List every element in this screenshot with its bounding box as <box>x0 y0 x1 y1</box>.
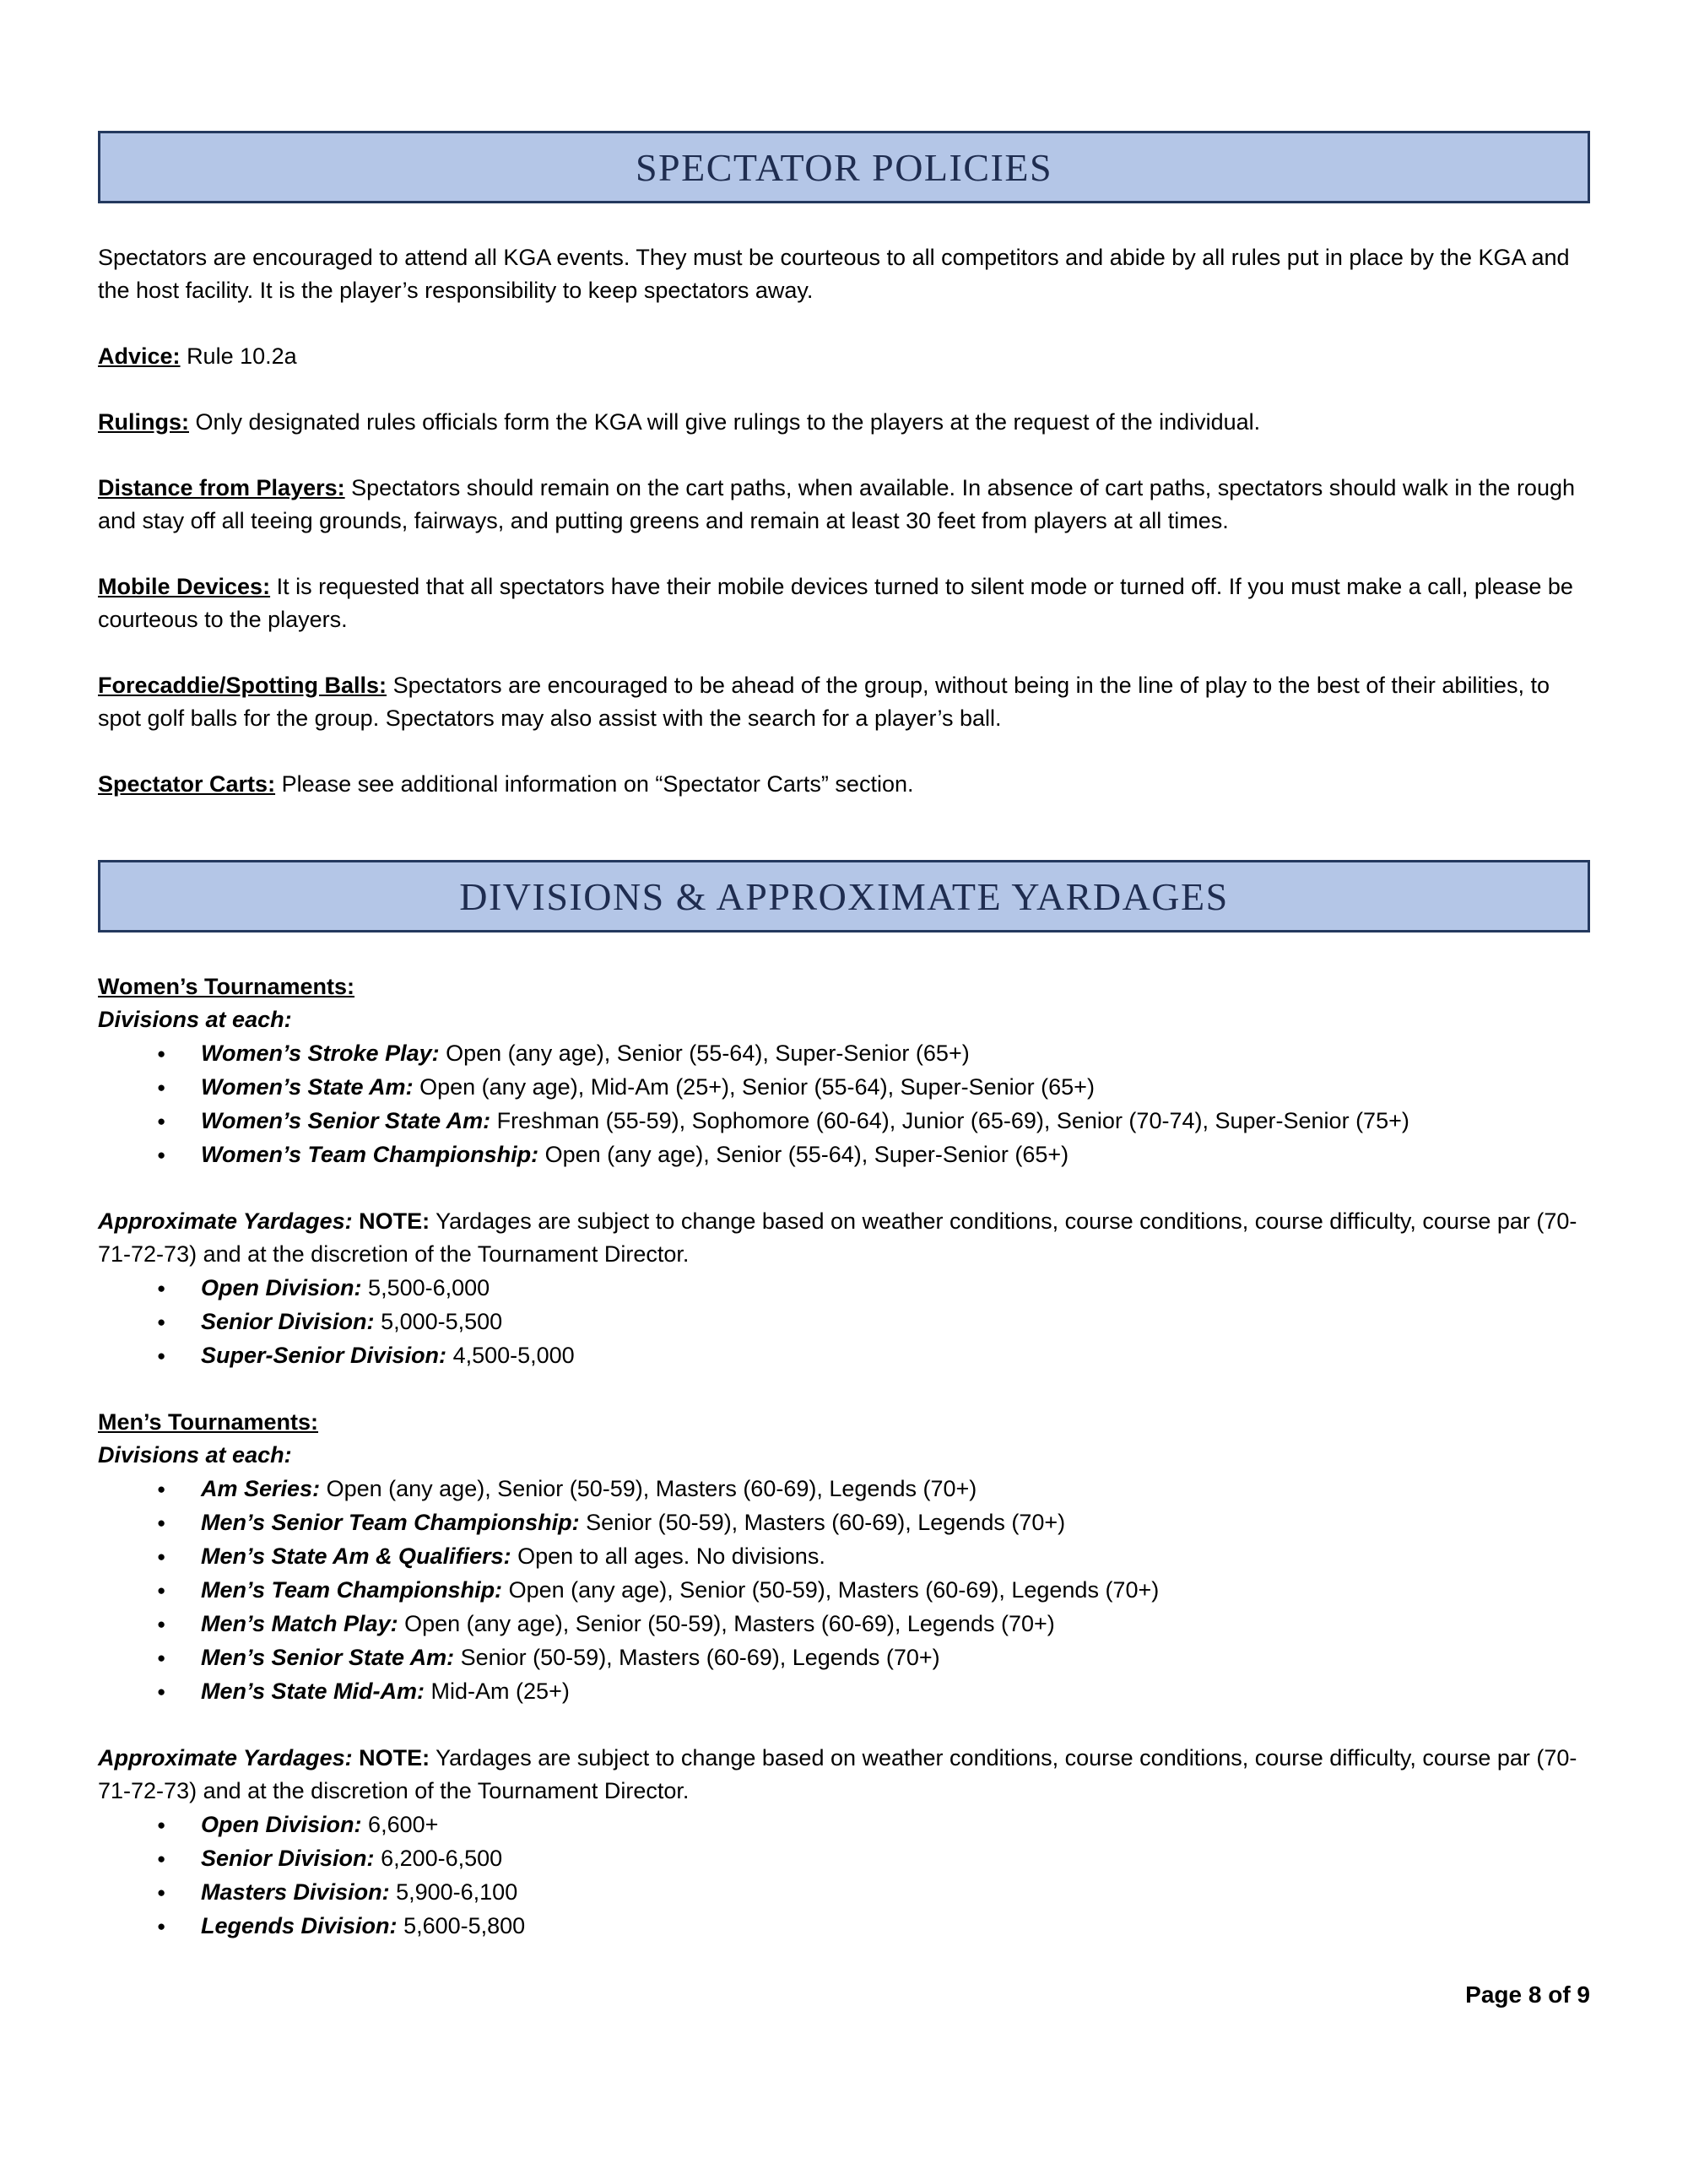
policy-advice-text: Rule 10.2a <box>187 343 297 369</box>
yardage-bullet <box>201 1841 1590 1875</box>
policy-distance-label: Distance from Players: <box>98 475 345 500</box>
policy-rulings-text: Only designated rules officials form the KGA will give rulings to the players at the request of the individual. <box>195 409 1261 435</box>
division-bullet <box>201 1138 1590 1171</box>
yardage-bullet <box>201 1909 1590 1943</box>
womens-yardages-note-label: NOTE: <box>359 1208 430 1234</box>
policy-spectator-carts-text: Please see additional information on “Spectator Carts” section. <box>281 771 914 797</box>
mens-yardages-note-text: Yardages are subject to change based on weather conditions, course conditions, course difficulty, course par (70-71-72-73) and at the discretion of the Tournament Director. <box>98 1745 1577 1803</box>
division-bullet-label: Men’s Match Play: <box>201 1611 398 1636</box>
yardage-bullet-label: Open Division: <box>201 1812 362 1837</box>
division-bullet-label: Am Series: <box>201 1476 321 1501</box>
womens-yardages-label: Approximate Yardages: <box>98 1208 353 1234</box>
division-bullet-label: Men’s State Am & Qualifiers: <box>201 1543 511 1569</box>
yardage-bullet-text: 5,900-6,100 <box>396 1879 518 1905</box>
yardage-bullet-text: 6,600+ <box>368 1812 439 1837</box>
division-bullet <box>201 1573 1590 1607</box>
division-bullet-text: Open (any age), Senior (50-59), Masters (60-69), Legends (70+) <box>404 1611 1055 1636</box>
division-bullet-text: Open (any age), Senior (55-64), Super-Senior (65+) <box>544 1142 1069 1167</box>
womens-tournaments-heading: Women’s Tournaments: <box>98 974 355 999</box>
division-bullet <box>201 1674 1590 1708</box>
policy-advice <box>98 340 1590 373</box>
policy-mobile-devices-label: Mobile Devices: <box>98 574 271 599</box>
division-bullet-text: Mid-Am (25+) <box>430 1679 570 1704</box>
yardage-bullet <box>201 1338 1590 1372</box>
womens-yardage-list <box>98 1271 1590 1372</box>
mens-division-list <box>98 1472 1590 1708</box>
policy-forecaddie <box>98 669 1590 735</box>
yardage-bullet-label: Legends Division: <box>201 1913 398 1938</box>
yardage-bullet-label: Senior Division: <box>201 1309 375 1334</box>
division-bullet <box>201 1036 1590 1070</box>
section-title-divisions-yardages: DIVISIONS & APPROXIMATE YARDAGES <box>459 874 1229 918</box>
yardage-bullet-label: Masters Division: <box>201 1879 390 1905</box>
policy-mobile-devices <box>98 570 1590 636</box>
division-bullet-label: Women’s State Am: <box>201 1074 414 1100</box>
division-bullet <box>201 1070 1590 1104</box>
division-bullet <box>201 1539 1590 1573</box>
division-bullet-label: Women’s Team Championship: <box>201 1142 539 1167</box>
section-header-spectator-policies <box>98 131 1590 203</box>
division-bullet-label: Women’s Stroke Play: <box>201 1041 440 1066</box>
policy-distance-text: Spectators should remain on the cart paths, when available. In absence of cart paths, spectators should walk in the rough and stay off all teeing grounds, fairways, and putting greens and remain at least 30 feet from players at all times. <box>98 475 1575 533</box>
mens-yardages-note-label: NOTE: <box>359 1745 430 1770</box>
yardage-bullet-text: 5,600-5,800 <box>403 1913 526 1938</box>
division-bullet-text: Senior (50-59), Masters (60-69), Legends (70+) <box>460 1645 940 1670</box>
yardage-bullet-label: Senior Division: <box>201 1846 375 1871</box>
division-bullet <box>201 1641 1590 1674</box>
policy-mobile-devices-text: It is requested that all spectators have their mobile devices turned to silent mode or turned off. If you must make a call, please be courteous to the players. <box>98 574 1573 632</box>
policy-rulings <box>98 406 1590 439</box>
womens-yardages-note-text: Yardages are subject to change based on weather conditions, course conditions, course difficulty, course par (70-71-72-73) and at the discretion of the Tournament Director. <box>98 1208 1577 1267</box>
division-bullet-text: Open (any age), Senior (50-59), Masters (60-69), Legends (70+) <box>508 1577 1160 1603</box>
yardage-bullet-text: 6,200-6,500 <box>381 1846 503 1871</box>
yardage-bullet <box>201 1808 1590 1841</box>
policy-spectator-carts <box>98 768 1590 801</box>
page-number: Page 8 of 9 <box>1465 1981 1590 2008</box>
yardage-bullet <box>201 1271 1590 1305</box>
division-bullet-text: Open (any age), Senior (50-59), Masters (60-69), Legends (70+) <box>326 1476 977 1501</box>
section-title-spectator-policies: SPECTATOR POLICIES <box>635 145 1053 189</box>
division-bullet-label: Men’s State Mid-Am: <box>201 1679 425 1704</box>
yardage-bullet <box>201 1875 1590 1909</box>
division-bullet-label: Men’s Team Championship: <box>201 1577 503 1603</box>
yardage-bullet-label: Open Division: <box>201 1275 362 1300</box>
division-bullet-text: Freshman (55-59), Sophomore (60-64), Junior (65-69), Senior (70-74), Super-Senior (75+) <box>496 1108 1409 1133</box>
division-bullet-text: Open (any age), Mid-Am (25+), Senior (55-64), Super-Senior (65+) <box>419 1074 1095 1100</box>
womens-divisions-label: Divisions at each: <box>98 1007 292 1032</box>
yardage-bullet <box>201 1305 1590 1338</box>
mens-yardages-paragraph <box>98 1742 1590 1808</box>
yardage-bullet-text: 5,000-5,500 <box>381 1309 503 1334</box>
policy-forecaddie-label: Forecaddie/Spotting Balls: <box>98 673 387 698</box>
division-bullet-text: Open (any age), Senior (55-64), Super-Senior (65+) <box>446 1041 970 1066</box>
yardage-bullet-label: Super-Senior Division: <box>201 1343 447 1368</box>
mens-tournaments-heading: Men’s Tournaments: <box>98 1409 319 1435</box>
division-bullet-label: Women’s Senior State Am: <box>201 1108 491 1133</box>
yardage-bullet-text: 5,500-6,000 <box>368 1275 490 1300</box>
policy-distance <box>98 472 1590 538</box>
mens-yardage-list <box>98 1808 1590 1943</box>
division-bullet <box>201 1472 1590 1506</box>
yardage-bullet-text: 4,500-5,000 <box>452 1343 575 1368</box>
division-bullet <box>201 1506 1590 1539</box>
spectator-intro-paragraph: Spectators are encouraged to attend all KGA events. They must be courteous to all competitors and abide by all rules put in place by the KGA and the host facility. It is the player’s responsibility to keep spectators away. <box>98 245 1570 303</box>
policy-forecaddie-text: Spectators are encouraged to be ahead of the group, without being in the line of play to the best of their abilities, to spot golf balls for the group. Spectators may also assist with the search for a player’s ball. <box>98 673 1550 731</box>
policy-rulings-label: Rulings: <box>98 409 189 435</box>
division-bullet-text: Senior (50-59), Masters (60-69), Legends (70+) <box>586 1510 1066 1535</box>
policy-advice-label: Advice: <box>98 343 181 369</box>
division-bullet-text: Open to all ages. No divisions. <box>517 1543 825 1569</box>
womens-division-list <box>98 1036 1590 1171</box>
division-bullet-label: Men’s Senior Team Championship: <box>201 1510 580 1535</box>
womens-yardages-paragraph <box>98 1205 1590 1271</box>
division-bullet <box>201 1607 1590 1641</box>
division-bullet <box>201 1104 1590 1138</box>
mens-yardages-label: Approximate Yardages: <box>98 1745 353 1770</box>
division-bullet-label: Men’s Senior State Am: <box>201 1645 455 1670</box>
mens-divisions-label: Divisions at each: <box>98 1442 292 1468</box>
policy-spectator-carts-label: Spectator Carts: <box>98 771 276 797</box>
section-header-divisions-yardages <box>98 860 1590 933</box>
